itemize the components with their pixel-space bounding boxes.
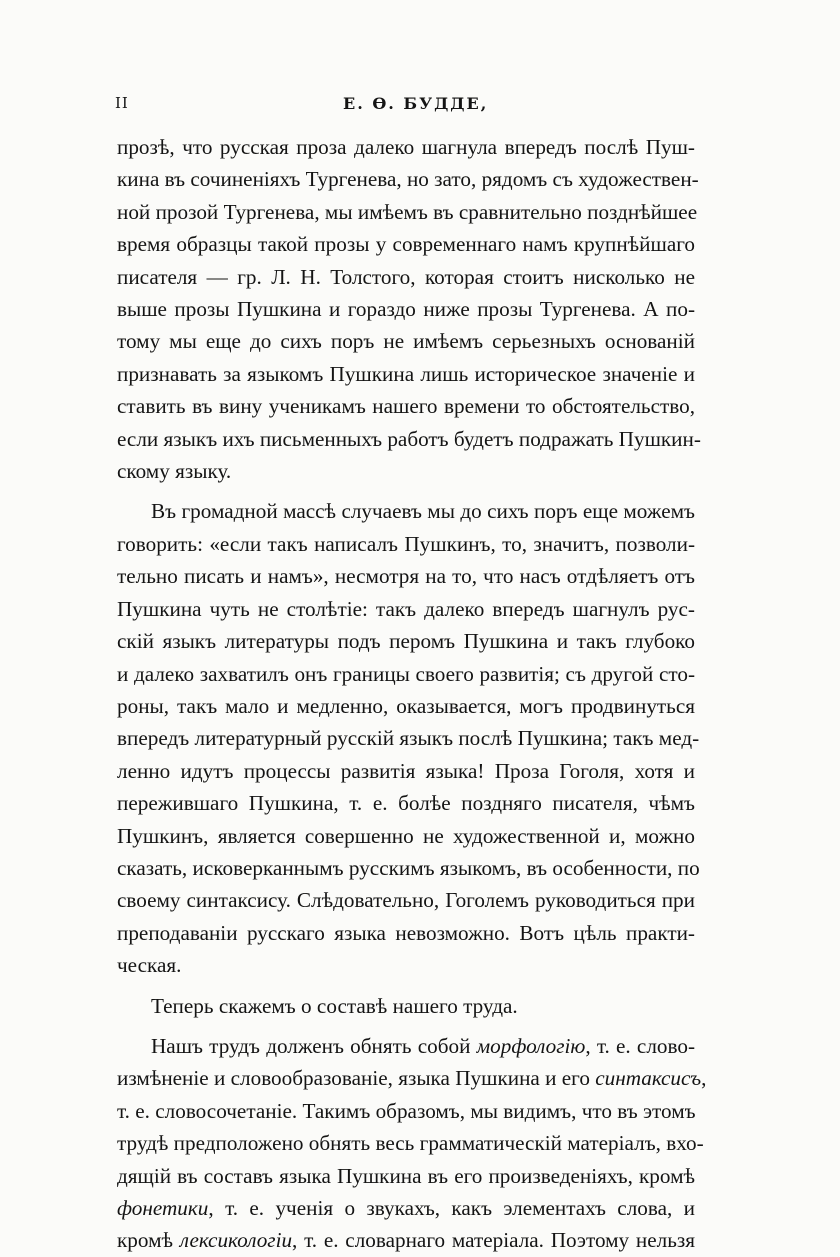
paragraph-2: [117, 495, 700, 981]
text-line: измѣненіе и словообразованіе, языка Пушкина и его синтаксисъ,: [117, 1066, 707, 1091]
text-line: Пушкина чуть не столѣтіе: такъ далеко впередъ шагнулъ рус-: [117, 596, 695, 621]
text-line: фонетики, т. е. ученія о звукахъ, какъ элементахъ слова, и: [117, 1196, 695, 1220]
text-line: т. е. словосочетаніе. Такимъ образомъ, мы видимъ, что въ этомъ: [117, 1098, 696, 1123]
text-line: говорить: «если такъ написалъ Пушкинъ, то, значитъ, позволи-: [117, 531, 695, 556]
body-text: [117, 131, 707, 1257]
text-line: Въ громадной массѣ случаевъ мы до сихъ поръ еще можемъ: [151, 499, 695, 524]
running-title: Е. Ѳ. БУДДЕ,: [343, 94, 489, 113]
text-line: скому языку.: [117, 459, 232, 484]
text-line: и далеко захватилъ онъ границы своего развитія; съ другой сто-: [117, 661, 695, 686]
text-line: если языкъ ихъ письменныхъ работъ будетъ подражать Пушкин-: [117, 426, 701, 451]
text-line: роны, такъ мало и медленно, оказывается, могъ продвинуться: [117, 693, 695, 718]
text-line: Теперь скажемъ о составѣ нашего труда.: [151, 993, 518, 1018]
text-line: трудѣ предположено обнять весь грамматическій матеріалъ, вхо-: [117, 1131, 704, 1156]
text-line: скій языкъ литературы подъ перомъ Пушкина и такъ глубоко: [117, 629, 695, 654]
text-line: признавать за языкомъ Пушкина лишь историческое значеніе и: [117, 361, 695, 386]
italic-term: синтаксисъ: [595, 1066, 702, 1091]
italic-term: морфологію: [476, 1033, 586, 1058]
text-line: время образцы такой прозы у современнаго намъ крупнѣйшаго: [117, 232, 695, 257]
page-number: II: [115, 94, 129, 112]
text-line: впередъ литературный русскій языкъ послѣ Пушкина; такъ мед-: [117, 726, 700, 751]
text-line: сказать, исковерканнымъ русскимъ языкомъ, въ особенности, по: [117, 855, 700, 880]
paragraph-gap: [117, 1022, 695, 1030]
text-line: дящій въ составъ языка Пушкина въ его произведеніяхъ, кромѣ: [117, 1163, 695, 1188]
text-line: преподаваніи русскаго языка невозможно. Вотъ цѣль практи-: [117, 920, 695, 945]
paragraph-gap: [117, 487, 695, 495]
running-head: [115, 94, 695, 118]
text-line: пережившаго Пушкина, т. е. болѣе поздняго писателя, чѣмъ: [117, 791, 695, 816]
text-line: ной прозой Тургенева, мы имѣемъ въ сравнительно позднѣйшее: [117, 199, 698, 224]
text-line: ленно идутъ процессы развитія языка! Проза Гоголя, хотя и: [117, 758, 695, 783]
text-line: выше прозы Пушкина и гораздо ниже прозы Тургенева. А по-: [117, 297, 695, 322]
paragraph-4: [117, 1030, 707, 1257]
text-line: кина въ сочиненіяхъ Тургенева, но зато, рядомъ съ художествен-: [117, 167, 699, 192]
paragraph-1: [117, 131, 701, 487]
paragraph-gap: [117, 982, 695, 990]
text-line: кромѣ лексикологіи, т. е. словарнаго матеріала. Поэтому нельзя: [117, 1228, 696, 1253]
text-line: Нашъ трудъ долженъ обнять собой морфологію, т. е. слово-: [151, 1033, 695, 1058]
text-line: прозѣ, что русская проза далеко шагнула впередъ послѣ Пуш-: [117, 135, 695, 159]
text-line: писателя — гр. Л. Н. Толстого, которая стоитъ нисколько не: [117, 264, 695, 289]
text-line: тельно писать и намъ», несмотря на то, что насъ отдѣляетъ отъ: [117, 564, 695, 589]
text-line: ставить въ вину ученикамъ нашего времени то обстоятельство,: [117, 394, 695, 419]
text-line: Пушкинъ, является совершенно не художественной и, можно: [117, 823, 695, 848]
paragraph-3: [117, 990, 695, 1022]
italic-term: лексикологіи: [179, 1228, 293, 1253]
italic-term: фонетики: [117, 1196, 209, 1220]
text-line: тому мы еще до сихъ поръ не имѣемъ серьезныхъ основаній: [117, 329, 695, 354]
text-line: ческая.: [117, 953, 182, 978]
text-line: своему синтаксису. Слѣдовательно, Гоголемъ руководиться при: [117, 888, 695, 913]
